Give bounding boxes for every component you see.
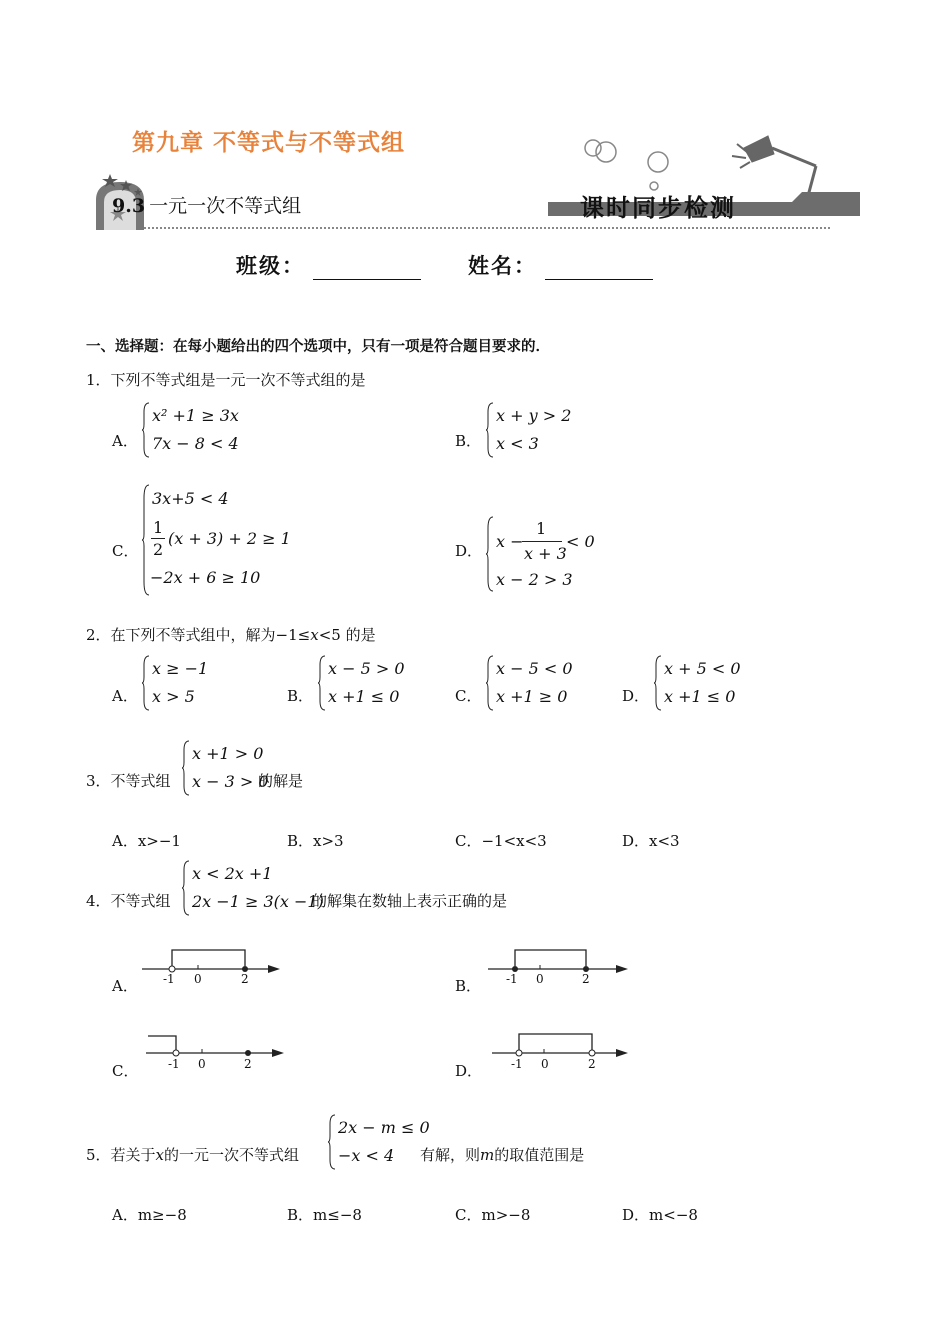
- q4-option-c-number-line: [142, 1028, 292, 1076]
- arrow-icon: [268, 965, 280, 973]
- closed-dot-icon: [245, 1050, 251, 1056]
- q2-a-line1: x ≥ −1: [152, 659, 209, 678]
- q1-option-b-system: [486, 402, 596, 458]
- brace-icon: [486, 516, 494, 592]
- q4-a-tick-0: 0: [194, 972, 202, 986]
- q1-d-frac-den: x + 3: [524, 544, 567, 563]
- open-dot-icon: [516, 1050, 522, 1056]
- brace-icon: [486, 402, 494, 458]
- q1-option-a-label[interactable]: A．: [112, 432, 138, 450]
- q4-line2: 2x −1 ≥ 3(x −1): [192, 892, 324, 911]
- arrow-icon: [616, 965, 628, 973]
- q3-stem-a: 3．不等式组: [86, 772, 171, 790]
- section-title: [112, 191, 301, 218]
- q2-b-line1: x − 5 > 0: [328, 659, 405, 678]
- q3-system: [182, 740, 269, 796]
- q2-option-c-label[interactable]: C．: [455, 687, 482, 705]
- brace-icon: [142, 655, 150, 711]
- q5-line1: 2x − m ≤ 0: [338, 1118, 430, 1137]
- q2-option-b-system: [318, 655, 428, 711]
- q4-c-tick-2: 2: [244, 1057, 252, 1071]
- q1-b-line1: x + y > 2: [496, 406, 572, 425]
- class-field: [236, 250, 421, 280]
- q1-d-line2: x − 2 > 3: [496, 570, 573, 589]
- q2-option-b-label[interactable]: B．: [287, 687, 314, 705]
- chapter-title: 第九章 不等式与不等式组: [132, 130, 406, 156]
- q4-d-tick-0: 0: [541, 1057, 549, 1071]
- open-dot-icon: [589, 1050, 595, 1056]
- q1-option-c-system: [142, 484, 292, 596]
- brace-icon: [328, 1114, 336, 1170]
- q3-line1: x +1 > 0: [192, 744, 264, 763]
- bubble-icon: [585, 140, 601, 156]
- q5-stem-b: 有解，则m的取值范围是: [420, 1146, 585, 1164]
- q4-option-a-label[interactable]: A．: [112, 977, 138, 995]
- q5-stem-a: 5．若关于x的一元一次不等式组: [86, 1146, 300, 1164]
- q1-option-b-label[interactable]: B．: [455, 432, 482, 450]
- q2-c-line2: x +1 ≥ 0: [496, 687, 568, 706]
- brace-icon: [182, 860, 190, 916]
- brace-icon: [318, 655, 326, 711]
- q1-a-line2: 7x − 8 < 4: [152, 434, 239, 453]
- q3-option-a[interactable]: A．x>−1: [112, 832, 181, 850]
- q1-c-frac-bar: [151, 538, 165, 539]
- q1-b-line2: x < 3: [496, 434, 539, 453]
- q1-option-a-system: [142, 402, 272, 458]
- q4-a-tick-m1: -1: [163, 972, 175, 986]
- q2-d-line2: x +1 ≤ 0: [664, 687, 736, 706]
- arrow-icon: [272, 1049, 284, 1057]
- name-field: [468, 250, 653, 280]
- q1-option-d-label[interactable]: D．: [455, 542, 483, 560]
- q2-stem: 2．在下列不等式组中，解为−1≤x<5 的是: [86, 626, 376, 644]
- name-label: 姓名：: [468, 253, 537, 278]
- q5-option-b[interactable]: B．m≤−8: [287, 1206, 362, 1224]
- q3-option-d[interactable]: D．x<3: [622, 832, 680, 850]
- q4-stem-a: 4．不等式组: [86, 892, 171, 910]
- q4-option-a-number-line: [138, 944, 288, 992]
- q2-option-d-system: [654, 655, 764, 711]
- q4-a-tick-2: 2: [241, 972, 249, 986]
- q2-option-d-label[interactable]: D．: [622, 687, 650, 705]
- brace-icon: [182, 740, 190, 796]
- q1-c-frac-den: 2: [153, 540, 164, 559]
- open-dot-icon: [173, 1050, 179, 1056]
- q3-option-c[interactable]: C．−1<x<3: [455, 832, 547, 850]
- q3-stem-b: 的解是: [258, 772, 304, 790]
- name-input-line[interactable]: [545, 261, 653, 280]
- q1-option-c-label[interactable]: C．: [112, 542, 139, 560]
- q1-d-rhs: < 0: [566, 532, 595, 551]
- q1-stem: 1．下列不等式组是一元一次不等式组的是: [86, 371, 366, 389]
- bubble-icon: [596, 142, 616, 162]
- q3-option-b[interactable]: B．x>3: [287, 832, 344, 850]
- q4-c-tick-0: 0: [198, 1057, 206, 1071]
- section-name: 一元一次不等式组: [149, 195, 302, 217]
- q4-option-d-label[interactable]: D．: [455, 1062, 483, 1080]
- q5-system: [328, 1114, 428, 1170]
- q1-c-line2: (x + 3) + 2 ≥ 1: [168, 529, 291, 548]
- q2-option-a-system: [142, 655, 252, 711]
- class-label: 班级：: [236, 253, 305, 278]
- q5-line2: −x < 4: [338, 1146, 395, 1165]
- q5-option-c[interactable]: C．m>−8: [455, 1206, 531, 1224]
- section-number: 9.3: [112, 195, 146, 217]
- q1-option-d-system: [486, 516, 616, 592]
- q1-d-frac-num: 1: [536, 519, 547, 538]
- q4-b-tick-m1: -1: [506, 972, 518, 986]
- q4-option-b-label[interactable]: B．: [455, 977, 482, 995]
- q5-option-d[interactable]: D．m<−8: [622, 1206, 698, 1224]
- q4-c-tick-m1: -1: [168, 1057, 180, 1071]
- brace-icon: [654, 655, 662, 711]
- q4-d-tick-2: 2: [588, 1057, 596, 1071]
- q4-d-tick-m1: -1: [511, 1057, 523, 1071]
- q4-option-c-label[interactable]: C．: [112, 1062, 139, 1080]
- sync-check-label: 课时同步检测: [580, 193, 736, 222]
- q3-line2: x − 3 > 0: [192, 772, 269, 791]
- q1-a-line1: x² +1 ≥ 3x: [152, 406, 239, 425]
- header-banner-graphic: [92, 130, 862, 234]
- q2-d-line1: x + 5 < 0: [664, 659, 741, 678]
- brace-icon: [142, 484, 150, 596]
- q2-option-c-system: [486, 655, 596, 711]
- q1-c-frac-num: 1: [153, 518, 164, 537]
- q4-b-tick-0: 0: [536, 972, 544, 986]
- class-input-line[interactable]: [313, 261, 421, 280]
- q2-option-a-label[interactable]: A．: [112, 687, 138, 705]
- q5-option-a[interactable]: A．m≥−8: [112, 1206, 187, 1224]
- q2-a-line2: x > 5: [152, 687, 195, 706]
- q1-c-line1: 3x+5 < 4: [152, 489, 229, 508]
- desk-lamp-icon: [732, 136, 816, 196]
- section-heading: 一、选择题：在每小题给出的四个选项中，只有一项是符合题目要求的．: [86, 339, 550, 355]
- q1-c-line3: −2x + 6 ≥ 10: [150, 568, 261, 587]
- arrow-icon: [616, 1049, 628, 1057]
- q2-b-line2: x +1 ≤ 0: [328, 687, 400, 706]
- q2-c-line1: x − 5 < 0: [496, 659, 573, 678]
- bubble-icon: [648, 152, 668, 172]
- brace-icon: [142, 402, 150, 458]
- q4-stem-b: 的解集在数轴上表示正确的是: [312, 892, 508, 910]
- q1-d-frac-bar: [522, 541, 562, 542]
- q4-line1: x < 2x +1: [192, 864, 273, 883]
- q4-b-tick-2: 2: [582, 972, 590, 986]
- q1-d-lhs: x −: [496, 532, 524, 551]
- brace-icon: [486, 655, 494, 711]
- q4-system: [182, 860, 324, 916]
